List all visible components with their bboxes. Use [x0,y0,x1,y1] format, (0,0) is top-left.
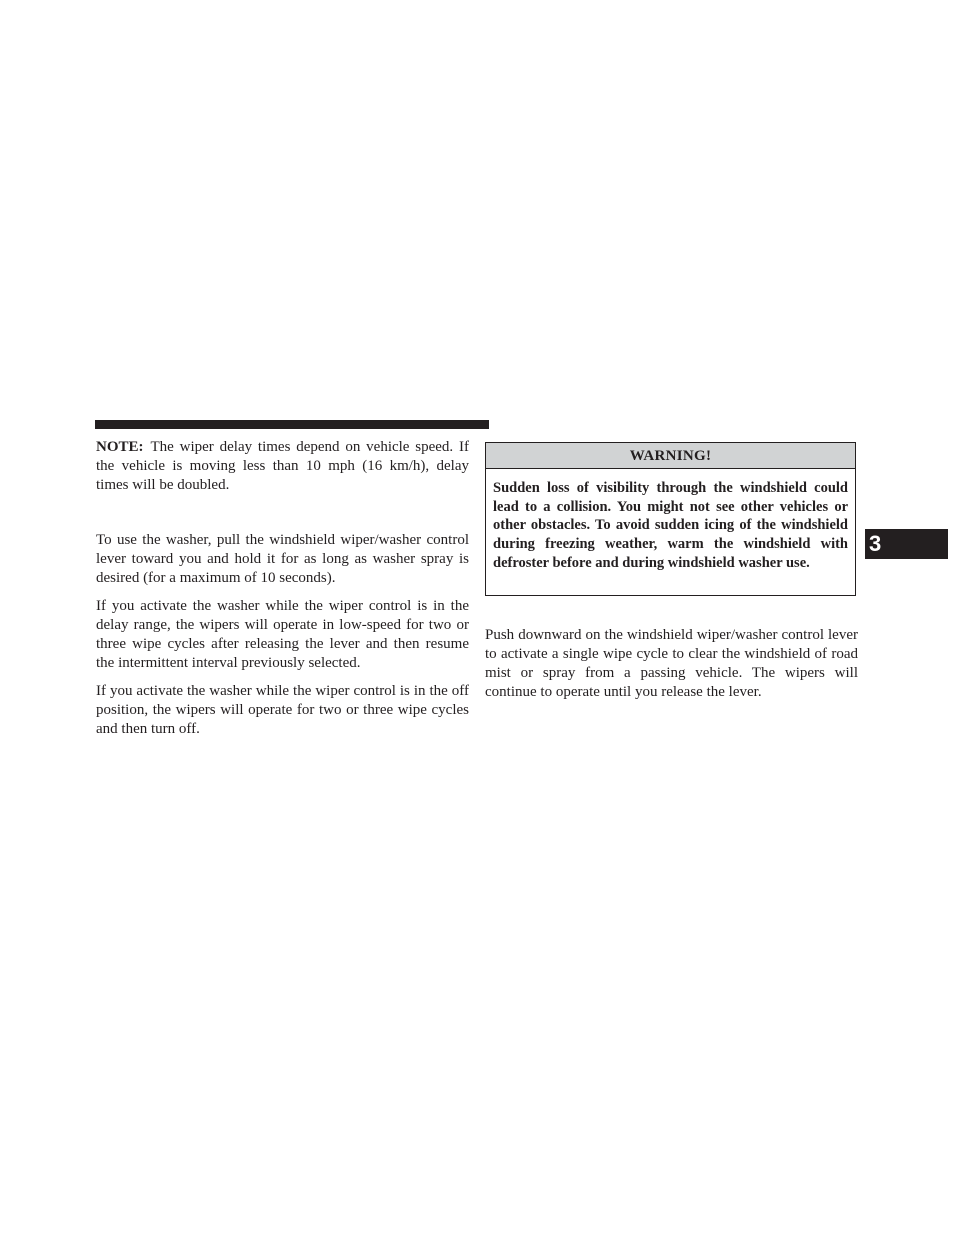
washer-delay-range-paragraph: If you activate the washer while the wiper control is in the delay range, the wipers will operate in low-speed for two or three wipe cycles after releasing the lever and then resume the intermittent interval previously selected. [96,598,469,671]
single-wipe-paragraph: Push downward on the windshield wiper/washer control lever to activate a single wipe cycle to clear the windshield of road mist or spray from a passing vehicle. The wipers will continue to operate until you release the lever. [485,627,858,700]
washer-use-paragraph: To use the washer, pull the windshield wiper/washer control lever toward you and hold it for as long as washer spray is desired (for a maximum of 10 seconds). [96,532,469,586]
note-label: NOTE: [96,439,144,455]
section-divider-bar [95,420,489,429]
washer-off-position-paragraph: If you activate the washer while the wiper control is in the off position, the wipers will operate for two or three wipe cycles and then turn off. [96,683,469,737]
note-text: The wiper delay times depend on vehicle speed. If the vehicle is moving less than 10 mph (16 km/h), delay times will be doubled. [96,439,469,493]
left-column [96,438,469,748]
chapter-tab: 3 [865,529,948,559]
note-paragraph [96,438,469,495]
right-column [485,626,858,702]
warning-text: Sudden loss of visibility through the windshield could lead to a collision. You might not see other vehicles or other obstacles. To avoid sudden icing of the windshield during freezing weather, warm the windshield with defroster before and during windshield washer use. [493,480,848,571]
warning-title: WARNING! [486,443,855,469]
warning-box [485,442,856,596]
